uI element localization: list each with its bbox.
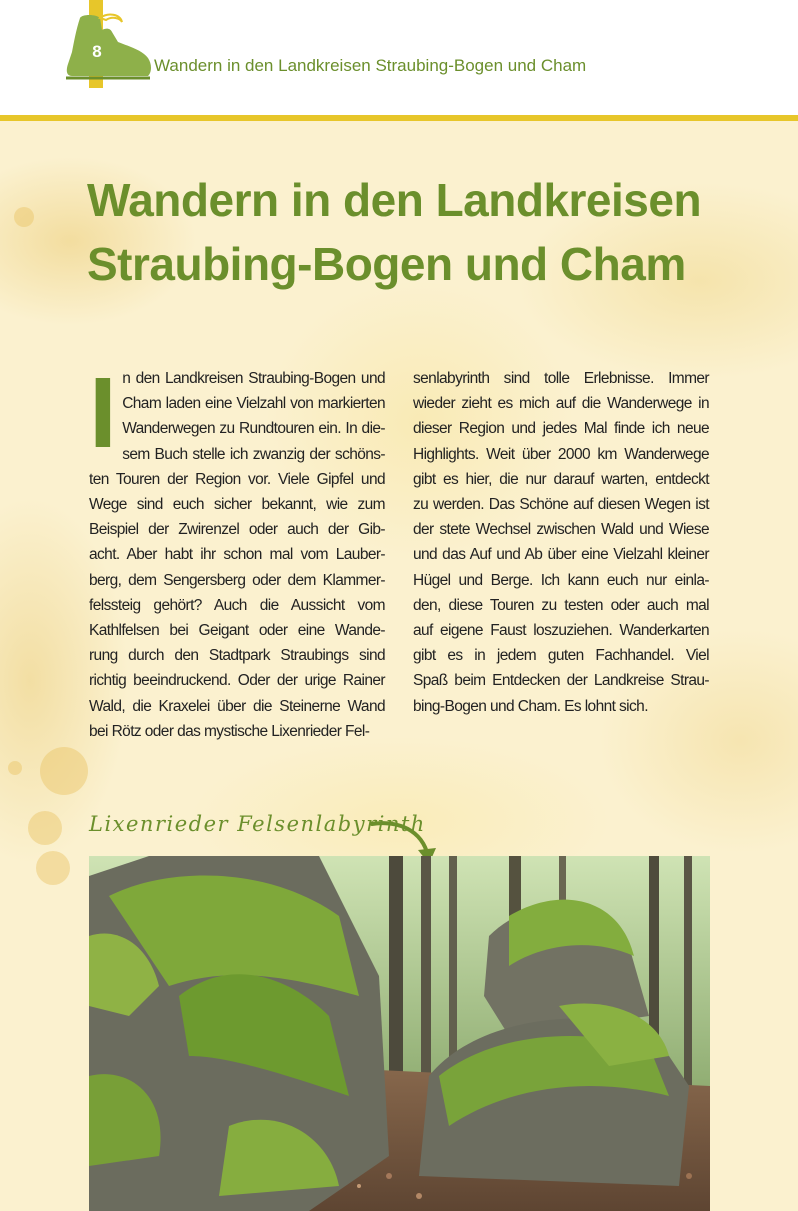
text-line: Beispiel der Zwirenzel oder auch der Gib- (89, 521, 385, 539)
text-column-left (89, 357, 385, 744)
text-line: Hügel und Berge. Ich kann euch nur einla- (413, 571, 709, 589)
text-line: bing-Bogen und Cham. Es lohnt sich. (413, 697, 648, 715)
text-line: den, diese Touren zu testen oder auch mal (413, 596, 709, 614)
text-line: dieser Region und jedes Mal finde ich neue (413, 420, 709, 438)
text-line: gibt es in jedem guten Fachhandel. Viel (413, 647, 709, 665)
text-line: Wege sind euch sicher bekannt, wie zum (89, 496, 385, 514)
text-line: n den Landkreisen Straubing-Bogen und (122, 370, 385, 387)
text-line: auf eigene Faust loszuziehen. Wanderkarten (413, 622, 709, 640)
text-line: zu werden. Das Schöne auf diesen Wegen ist (413, 496, 709, 514)
watercolor-spot (8, 761, 22, 775)
text-line: berg, dem Sengersberg oder dem Klammer- (89, 571, 385, 589)
forest-rock-photo (89, 856, 710, 1211)
text-line: Spaß beim Entdecken der Landkreise Strau- (413, 672, 709, 690)
text-line: sem Buch stelle ich zwanzig der schöns- (122, 445, 385, 463)
text-line: Highlights. Weit über 2000 km Wanderwege (413, 445, 709, 463)
text-line: Wald, die Kraxelei über die Steinerne Wand (89, 697, 385, 715)
text-line: Kathlfelsen bei Geigant oder eine Wande- (89, 622, 385, 640)
text-line: bei Rötz oder das mystische Lixenrieder Fel- (89, 722, 370, 740)
text-line: senlabyrinth sind tolle Erlebnisse. Immer (413, 370, 709, 387)
page-title (87, 168, 767, 296)
text-line: wieder zieht es mich auf die Wanderwege in (413, 395, 709, 413)
text-line: und das Auf und Ab über eine Vielzahl kleiner (413, 546, 709, 564)
text-line: ten Touren der Region vor. Viele Gipfel und (89, 470, 385, 488)
text-column-right (413, 366, 709, 719)
text-line: Cham laden eine Vielzahl von markierten (122, 395, 385, 413)
paragraph (413, 366, 709, 719)
text-line: der stete Wechsel zwischen Wald und Wiese (413, 521, 709, 539)
watercolor-spot (40, 747, 88, 795)
running-head: Wandern in den Landkreisen Straubing-Bogen und Cham (154, 56, 587, 75)
watercolor-spot (28, 811, 62, 845)
page-number: 8 (92, 42, 102, 61)
title-line: Straubing-Bogen und Cham (87, 238, 686, 290)
text-line: acht. Aber habt ihr schon mal vom Lauber- (89, 546, 385, 564)
text-line: Wanderwegen zu Rundtouren ein. In die- (122, 420, 385, 438)
hiking-boot-icon (62, 12, 154, 82)
photo-illustration (89, 856, 710, 1211)
text-line: felssteig gehört? Auch die Aussicht vom (89, 596, 385, 614)
drop-cap: I (89, 357, 117, 469)
watercolor-spot (14, 207, 34, 227)
text-line: gibt es hier, die nur darauf warten, entdeckt (413, 470, 709, 488)
text-line: rung durch den Stadtpark Straubings sind (89, 647, 385, 665)
photo-caption: Lixenrieder Felsenlabyrinth (89, 812, 426, 836)
watercolor-spot (36, 851, 70, 885)
text-line: richtig beeindruckend. Oder der urige Rainer (89, 672, 385, 690)
title-line: Wandern in den Landkreisen (87, 174, 702, 226)
paragraph (89, 357, 385, 744)
